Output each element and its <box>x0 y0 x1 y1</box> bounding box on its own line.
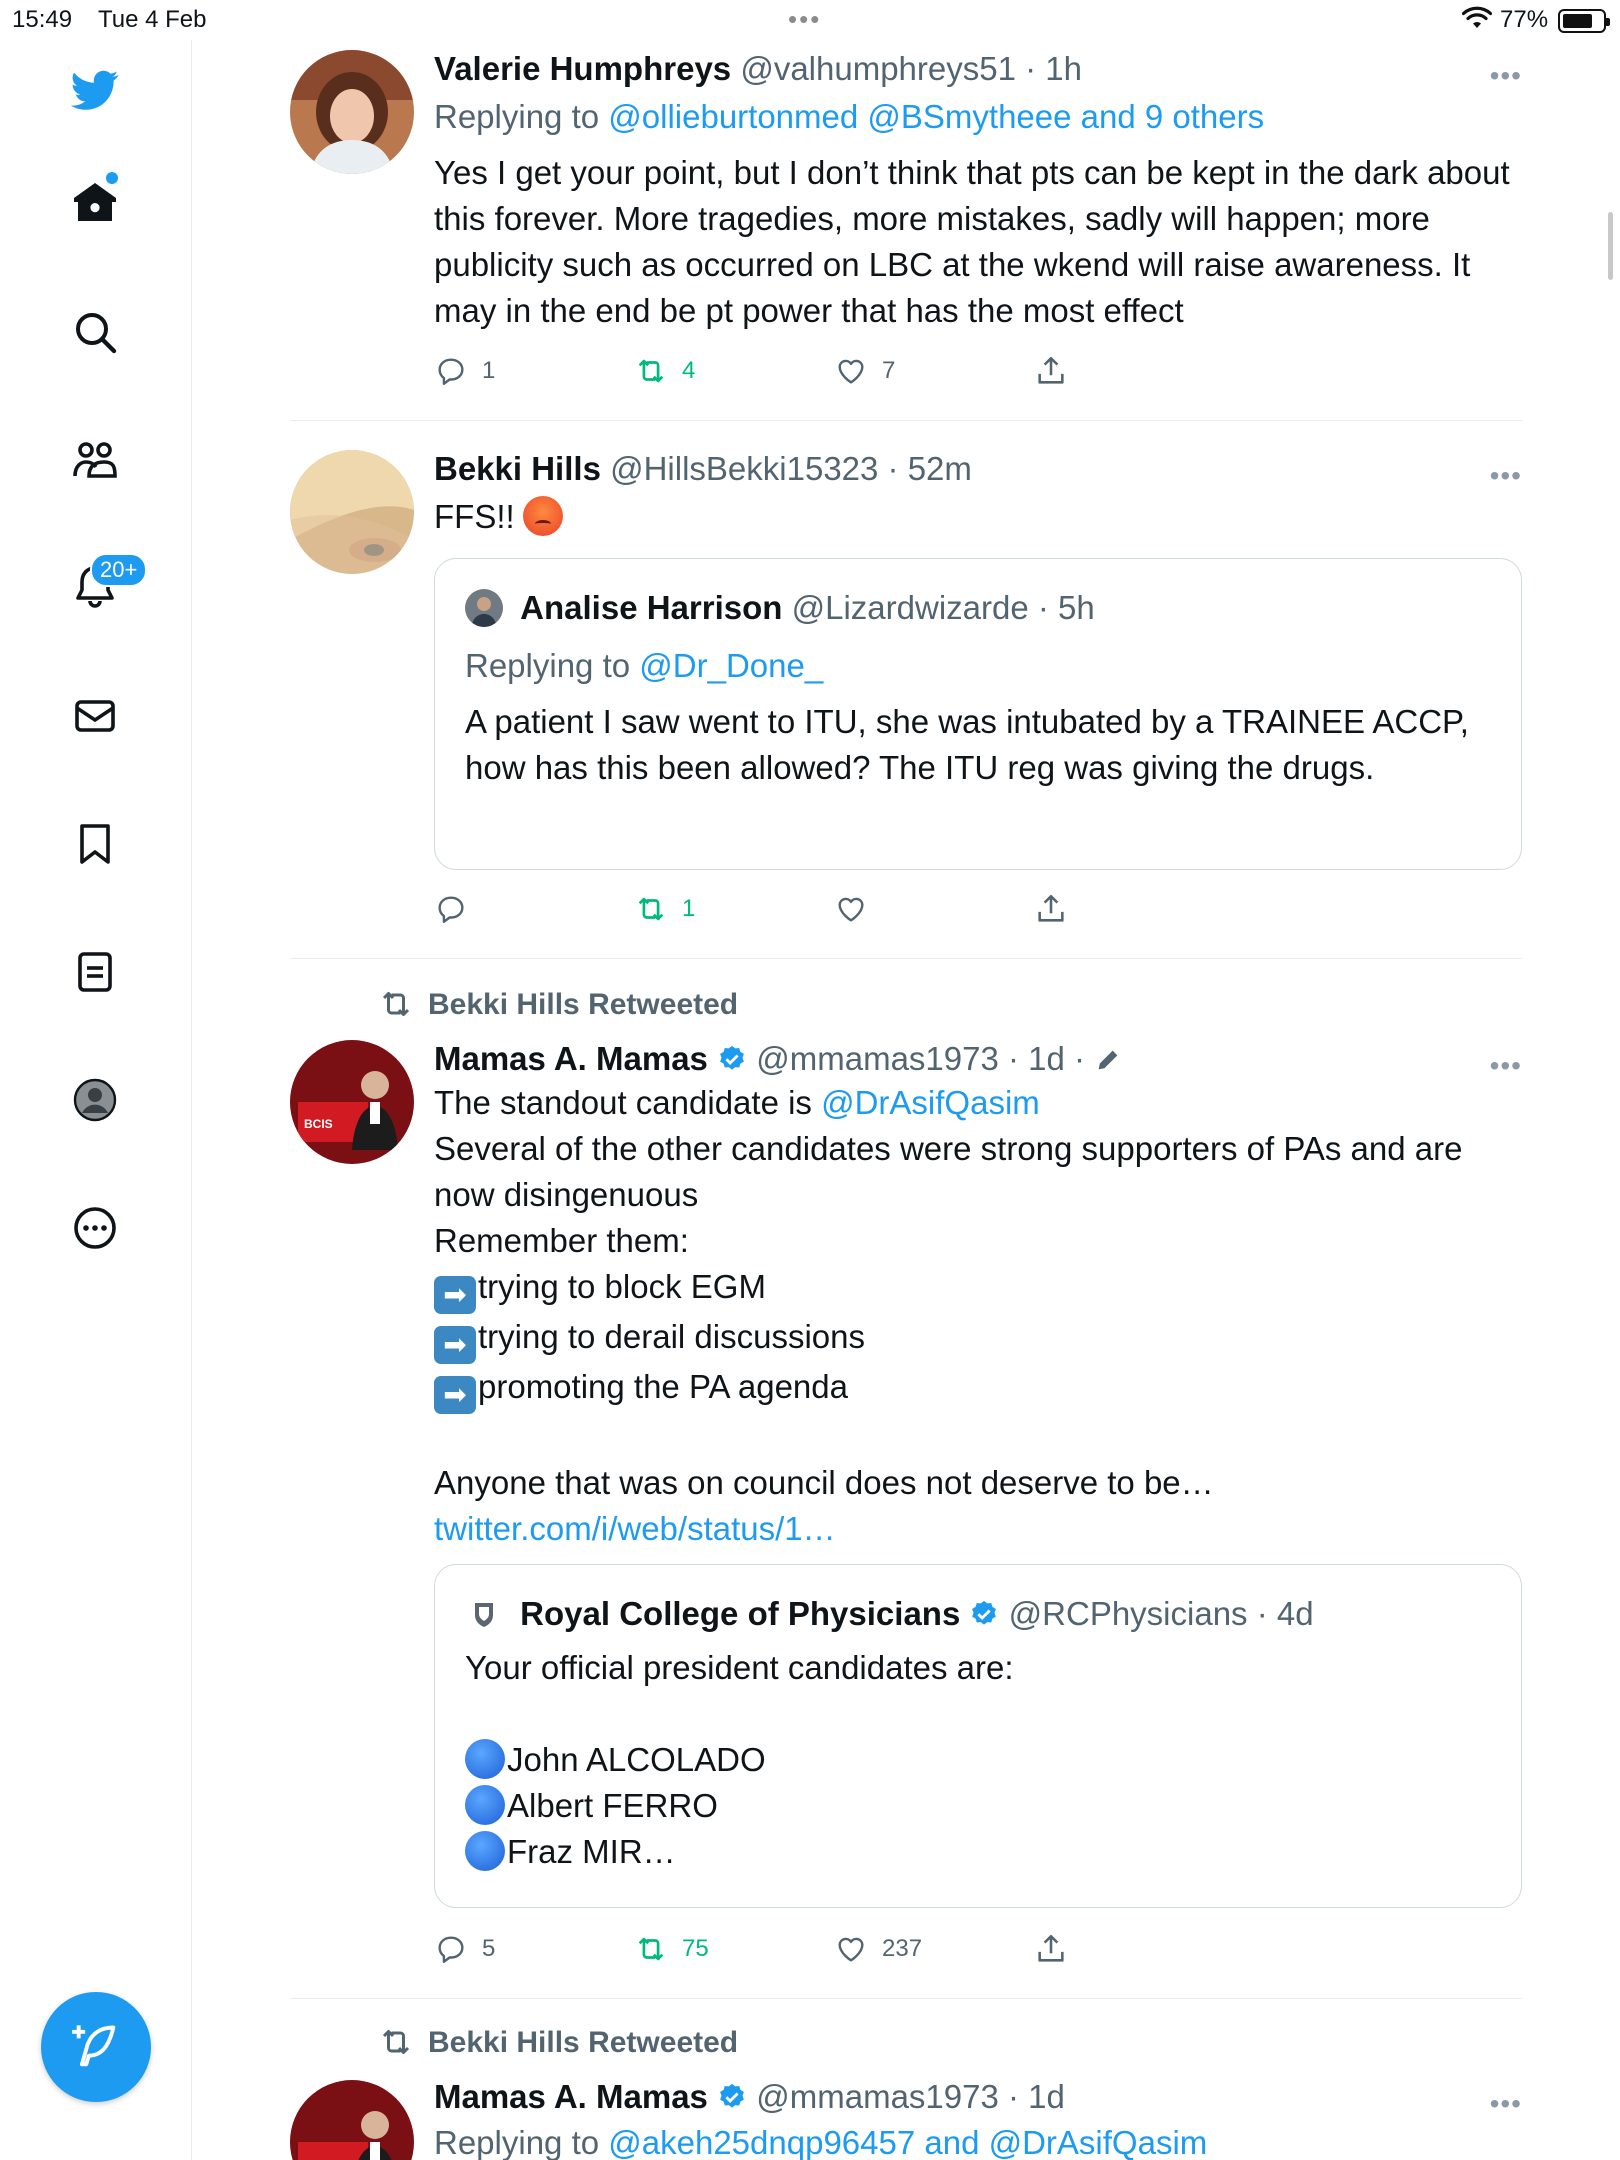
blue-circle-icon <box>465 1785 505 1825</box>
replying-to-users[interactable]: @akeh25dnqp96457 and @DrAsifQasim <box>608 2124 1208 2160</box>
tweet-text <box>434 494 1522 540</box>
wifi-icon <box>1462 6 1492 37</box>
bullet-item <box>434 1314 1522 1364</box>
twitter-logo-icon[interactable] <box>65 60 125 120</box>
edited-pencil-icon <box>1094 1046 1122 1074</box>
avatar[interactable] <box>290 450 414 574</box>
retweet-button[interactable] <box>634 354 695 388</box>
quote-handle-time: @Lizardwizarde · 5h <box>791 589 1095 626</box>
quote-text <box>465 1645 1491 1875</box>
more-icon[interactable]: ••• <box>1489 460 1522 491</box>
retweet-icon <box>634 354 668 388</box>
replying-to-users[interactable]: @Dr_Done_ <box>639 647 824 684</box>
messages-icon[interactable] <box>65 686 125 746</box>
profile-icon[interactable] <box>65 1070 125 1130</box>
retweet-small-icon <box>378 2024 414 2060</box>
blue-circle-icon <box>465 1831 505 1871</box>
candidate-name: Albert FERRO <box>507 1787 718 1824</box>
share-icon <box>1034 1932 1068 1966</box>
lists-icon[interactable] <box>65 942 125 1002</box>
replying-prefix: Replying to <box>434 2124 609 2160</box>
battery-icon <box>1558 9 1606 33</box>
handle-time: @mmamas1973 · 1d <box>756 2078 1065 2115</box>
share-button[interactable] <box>1034 892 1068 926</box>
bullet-text: promoting the PA agenda <box>478 1368 848 1405</box>
svg-text:BCIS: BCIS <box>304 1117 333 1131</box>
more-options-icon[interactable] <box>65 1198 125 1258</box>
quote-display-name: Royal College of Physicians <box>520 1595 961 1632</box>
display-name[interactable]: Mamas A. Mamas <box>434 1040 708 1077</box>
reply-icon <box>434 354 468 388</box>
replying-to <box>434 2118 1522 2160</box>
candidate-item <box>465 1737 1491 1783</box>
share-icon <box>1034 892 1068 926</box>
quote-display-name: Analise Harrison <box>520 589 783 626</box>
handle-time: @valhumphreys51 · 1h <box>740 50 1082 87</box>
avatar[interactable] <box>290 1040 414 1164</box>
tweet-actions <box>434 1932 1114 1972</box>
avatar[interactable] <box>290 2080 414 2160</box>
more-icon[interactable]: ••• <box>1489 2088 1522 2119</box>
share-icon <box>1034 354 1068 388</box>
verified-badge-icon <box>717 1044 747 1074</box>
retweet-small-icon <box>378 986 414 1022</box>
like-count: 237 <box>882 1935 923 1962</box>
candidate-name: Fraz MIR… <box>507 1833 676 1870</box>
tweet-actions <box>434 354 1114 394</box>
reply-button[interactable] <box>434 354 495 388</box>
retweet-icon <box>634 892 668 926</box>
like-button[interactable] <box>834 892 882 926</box>
heart-icon <box>834 892 868 926</box>
tweet-header <box>434 448 1522 490</box>
bullet-text: trying to block EGM <box>478 1268 766 1305</box>
tweet-divider <box>290 1998 1522 1999</box>
candidate-item <box>465 1783 1491 1829</box>
tweet-text-content: FFS!! <box>434 498 515 535</box>
reply-button[interactable] <box>434 892 482 926</box>
bullet-item <box>434 1364 1522 1414</box>
status-time: 15:49 <box>12 6 73 33</box>
retweet-icon <box>634 1932 668 1966</box>
heart-icon <box>834 1932 868 1966</box>
blue-circle-icon <box>465 1739 505 1779</box>
tweet-divider <box>290 958 1522 959</box>
like-count: 7 <box>882 357 896 384</box>
replying-to <box>434 92 1522 142</box>
candidate-name: John ALCOLADO <box>507 1741 766 1778</box>
more-icon[interactable]: ••• <box>1489 60 1522 91</box>
bullet-item <box>434 1264 1522 1314</box>
retweet-button[interactable] <box>634 1932 709 1966</box>
right-arrow-icon: ➡ <box>434 1276 476 1314</box>
bookmarks-icon[interactable] <box>65 814 125 874</box>
display-name[interactable]: Bekki Hills <box>434 450 601 487</box>
verified-badge-icon <box>717 2082 747 2112</box>
quote-handle-time: @RCPhysicians · 4d <box>1008 1595 1314 1632</box>
handle-time: @HillsBekki15323 · 52m <box>610 450 972 487</box>
tweet-text <box>434 1080 1522 1552</box>
avatar[interactable] <box>290 50 414 174</box>
reply-count: 1 <box>482 357 496 384</box>
replying-to-users[interactable]: @ollieburtonmed @BSmytheee and 9 others <box>608 98 1265 135</box>
quote-avatar <box>465 1595 503 1633</box>
reply-icon <box>434 892 468 926</box>
retweeted-by[interactable]: Bekki Hills Retweeted <box>428 988 739 1021</box>
tweet-text: Yes I get your point, but I don’t think that pts can be kept in the dark about this forever. More tragedies, more mistakes, sadly will happen; more publicity such as occurred on LBC at the wkend will raise awareness. It may in the end be pt power that has the most effect <box>434 154 1510 329</box>
more-icon[interactable]: ••• <box>1489 1050 1522 1081</box>
replying-prefix: Replying to <box>465 647 640 684</box>
candidate-item <box>465 1829 1491 1875</box>
retweet-count: 1 <box>682 895 696 922</box>
reply-icon <box>434 1932 468 1966</box>
share-button[interactable] <box>1034 1932 1068 1966</box>
reply-count: 5 <box>482 1935 496 1962</box>
notifications-badge: 20+ <box>90 553 147 587</box>
quoted-tweet[interactable] <box>434 558 1522 870</box>
tweet-line: The standout candidate is <box>434 1084 822 1121</box>
display-name[interactable]: Mamas A. Mamas <box>434 2078 708 2115</box>
tweet-header <box>434 48 1522 90</box>
search-icon[interactable] <box>65 302 125 362</box>
reply-button[interactable] <box>434 1932 495 1966</box>
quoted-tweet[interactable] <box>434 1564 1522 1908</box>
right-arrow-icon: ➡ <box>434 1326 476 1364</box>
replying-prefix: Replying to <box>434 98 609 135</box>
retweet-button[interactable] <box>634 892 695 926</box>
verified-badge-icon <box>969 1599 999 1629</box>
retweet-count: 75 <box>682 1935 709 1962</box>
quote-line: Your official president candidates are: <box>465 1649 1014 1686</box>
bullet-text: trying to derail discussions <box>478 1318 866 1355</box>
tweet-line: Remember them: <box>434 1222 689 1259</box>
quote-replying-to <box>465 641 1491 691</box>
tweet-header <box>434 2076 1522 2118</box>
quote-header <box>465 587 1491 629</box>
tweet-line: Anyone that was on council does not deserve to be… <box>434 1464 1214 1501</box>
communities-icon[interactable] <box>65 430 125 490</box>
compose-tweet-button[interactable] <box>41 1992 151 2102</box>
tweet-actions <box>434 892 1114 932</box>
retweet-count: 4 <box>682 357 696 384</box>
home-unread-dot <box>106 172 118 184</box>
retweeted-by[interactable]: Bekki Hills Retweeted <box>428 2026 739 2059</box>
angry-face-icon <box>523 496 563 536</box>
scrollbar[interactable] <box>1608 212 1613 280</box>
tweet-line: Several of the other candidates were strong supporters of PAs and are now disingenuous <box>434 1130 1463 1213</box>
display-name[interactable]: Valerie Humphreys <box>434 50 732 87</box>
heart-icon <box>834 354 868 388</box>
battery-percent: 77% <box>1500 6 1549 33</box>
status-link[interactable]: twitter.com/i/web/status/1… <box>434 1510 836 1547</box>
quote-avatar <box>465 589 503 627</box>
status-date: Tue 4 Feb <box>98 6 207 33</box>
mention-link[interactable]: @DrAsifQasim <box>821 1084 1040 1121</box>
like-button[interactable] <box>834 1932 922 1966</box>
handle-time: @mmamas1973 · 1d · <box>756 1040 1086 1077</box>
tweet-header <box>434 1038 1522 1080</box>
like-button[interactable] <box>834 354 895 388</box>
right-arrow-icon: ➡ <box>434 1376 476 1414</box>
status-bar <box>0 0 1620 40</box>
retweeted-label <box>378 986 738 1022</box>
quote-header <box>465 1593 1491 1635</box>
quote-text: A patient I saw went to ITU, she was intubated by a TRAINEE ACCP, how has this been allowed? The ITU reg was giving the drugs. <box>465 703 1469 786</box>
multitask-dots-icon[interactable]: ••• <box>788 4 822 34</box>
tweet-divider <box>290 420 1522 421</box>
feather-plus-icon <box>70 2021 122 2073</box>
retweeted-label <box>378 2024 738 2060</box>
share-button[interactable] <box>1034 354 1068 388</box>
